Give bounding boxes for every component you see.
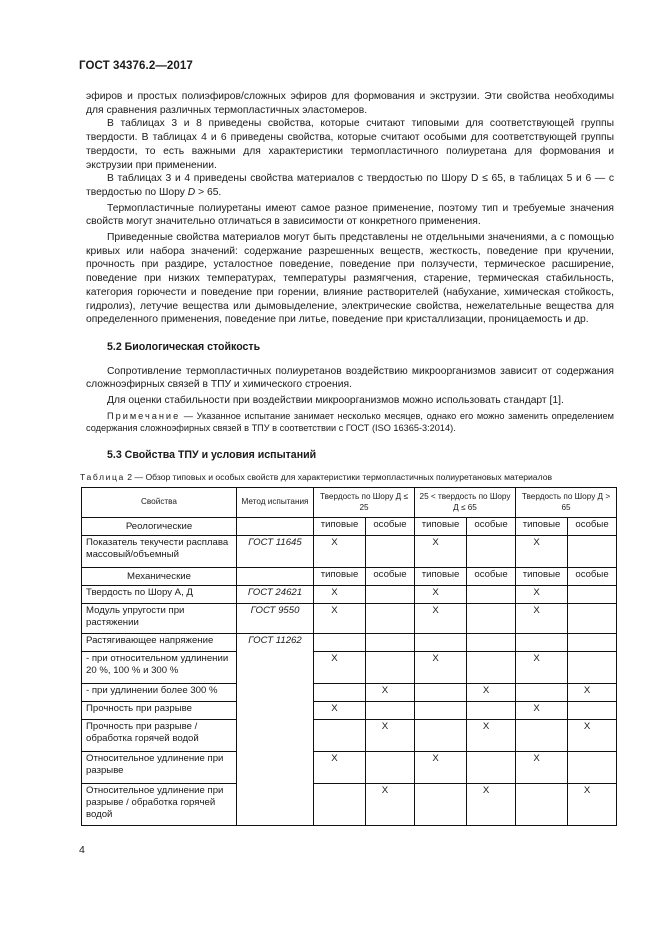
table-cell: типовые [516,568,568,586]
table-cell [516,784,568,826]
body-text [86,90,614,473]
table-cell: особые [568,518,617,536]
table-cell [568,752,617,784]
mark-cell: X [314,536,366,568]
table-cell [366,634,415,652]
table-row [82,586,617,604]
property-name: Относительное удлинение при разрыве [82,752,237,784]
group-label: Реологические [82,518,237,536]
mark-cell: X [415,604,467,634]
table-cell [366,604,415,634]
paragraph: В таблицах 3 и 4 приведены свойства материалов с твердостью по Шору D ≤ 65, в таблицах 5 и 6 — с твердостью по Шору D > 65. [86,173,614,198]
property-name: Растягивающее напряжение [82,634,237,652]
paragraph: эфиров и простых полиэфиров/сложных эфиров для формования и экструзии. Эти свойства необходимы для сравнения различных термопластичных эластомеров. [86,91,614,116]
method-cell: ГОСТ 11645 [237,536,314,568]
table-row [82,720,617,752]
table-cell [568,634,617,652]
header-cell: Твердость по Шору Д ≤ 25 [314,488,415,518]
table-row [82,634,617,652]
table-cell [366,536,415,568]
table-row [82,784,617,826]
mark-cell: X [516,604,568,634]
method-cell: ГОСТ 11262 [237,634,314,826]
mark-cell: X [366,684,415,702]
paragraph: Термопластичные полиуретаны имеют самое разное применение, поэтому тип и требуемые значения свойств могут значительно отличаться в зависимости от конкретного применения. [86,202,614,228]
table-cell [314,684,366,702]
table-cell [516,720,568,752]
table-row [82,604,617,634]
table-cell: типовые [415,568,467,586]
mark-cell: X [516,752,568,784]
note: Примечание — Указанное испытание занимает несколько месяцев, однако его можно заменить определением содержания сложноэфирных связей в ТПУ в соответствии с ГОСТ (ISO 16365-3:2014). [86,410,614,434]
table-cell: особые [467,518,516,536]
table-cell [467,586,516,604]
table-cell: особые [568,568,617,586]
property-name: - при относительном удлинении 20 %, 100 % и 300 % [82,652,237,684]
mark-cell: X [314,702,366,720]
document-header: ГОСТ 34376.2—2017 [79,60,193,72]
mark-cell: X [366,784,415,826]
table-cell [467,652,516,684]
paragraph: В таблицах 3 и 8 приведены свойства, которые считают типовыми для соответствующей группы твердости. В таблицах 4 и 6 приведены свойства, которые считают особыми для соответствующей группы твердости, то есть важными для характеристики термопластичного полиуретана для формования и экструзии при применении. [86,118,614,171]
mark-cell: X [467,720,516,752]
table-cell: типовые [415,518,467,536]
table-row [82,536,617,568]
table-cell [467,702,516,720]
table-cell [568,586,617,604]
paragraph: Для оценки стабильности при воздействии микроорганизмов можно использовать стандарт [1]. [107,395,564,407]
table-cell [467,752,516,784]
property-name: Твердость по Шору А, Д [82,586,237,604]
table-cell [366,652,415,684]
properties-table [81,487,617,826]
property-name: Показатель текучести расплава массовый/объемный [82,536,237,568]
mark-cell: X [516,652,568,684]
table-row [82,752,617,784]
table-cell: особые [467,568,516,586]
table-cell [314,634,366,652]
mark-cell: X [467,684,516,702]
mark-cell: X [516,586,568,604]
mark-cell: X [415,586,467,604]
table-cell: типовые [314,518,366,536]
table-cell [366,702,415,720]
table-cell [366,586,415,604]
mark-cell: X [415,752,467,784]
table-cell [568,604,617,634]
mark-cell: X [415,652,467,684]
mark-cell: X [415,536,467,568]
mark-cell: X [366,720,415,752]
table-row [82,652,617,684]
mark-cell: X [314,604,366,634]
table-cell [568,702,617,720]
property-name: - при удлинении более 300 % [82,684,237,702]
table-cell [568,536,617,568]
table-row [82,684,617,702]
method-cell: ГОСТ 24621 [237,586,314,604]
table-cell [568,652,617,684]
note-label: Примечание [107,410,181,421]
table-row [82,702,617,720]
header-cell: Свойства [82,488,237,518]
mark-cell: X [314,752,366,784]
table-cell [237,518,314,536]
table-cell: типовые [314,568,366,586]
table-cell: особые [366,518,415,536]
header-cell: Твердость по Шору Д > 65 [516,488,617,518]
table-cell [314,784,366,826]
page-number: 4 [79,844,85,856]
table-cell [415,684,467,702]
table-cell [516,634,568,652]
mark-cell: X [568,784,617,826]
section-heading: 5.3 Свойства ТПУ и условия испытаний [107,448,317,461]
paragraph: Приведенные свойства материалов могут быть представлены не отдельными значениями, а с помощью кривых или набора значений: содержание разрешенных веществ, жесткость, поведение при кручении, прочность при раздире, усталостное поведение, поведение при ползучести, термическое расширение, поведение при низких температурах, температуры размягчения, старение, термическая стабильность, категория горючести и поведение при горении, влияние растворителей (набухание, химическая стойкость, гидролиз), летучие вещества или дымовыделение, электрические свойства, нежелательные вещества для определенного применения, поведение при литье, поведение при кристаллизации, проницаемость и др. [86,232,614,326]
table-cell [237,568,314,586]
mark-cell: X [568,720,617,752]
property-name: Относительное удлинение при разрыве / обработка горячей водой [82,784,237,826]
group-label: Механические [82,568,237,586]
mark-cell: X [314,652,366,684]
property-name: Модуль упругости при растяжении [82,604,237,634]
table-cell [467,604,516,634]
table-row [82,518,617,536]
table-cell [314,720,366,752]
mark-cell: X [467,784,516,826]
header-cell: 25 < твердость по Шору Д ≤ 65 [415,488,516,518]
mark-cell: X [516,536,568,568]
paragraph: Сопротивление термопластичных полиуретанов воздействию микроорганизмов зависит от содержания сложноэфирных связей в ТПУ и химического строения. [86,365,614,391]
table-cell [415,702,467,720]
mark-cell: X [314,586,366,604]
section-heading: 5.2 Биологическая стойкость [107,340,261,353]
table-cell: особые [366,568,415,586]
table-cell [366,752,415,784]
table-row [82,568,617,586]
table-cell [415,784,467,826]
table-cell [415,720,467,752]
table-cell [516,684,568,702]
table-cell: типовые [516,518,568,536]
table-cell [467,536,516,568]
property-name: Прочность при разрыве / обработка горячей водой [82,720,237,752]
mark-cell: X [516,702,568,720]
table-header-row [82,488,617,518]
table-caption: Таблица 2 — Обзор типовых и особых свойств для характеристики термопластичных полиуретановых материалов [80,472,553,482]
table-cell [467,634,516,652]
table-cell [415,634,467,652]
mark-cell: X [568,684,617,702]
method-cell: ГОСТ 9550 [237,604,314,634]
property-name: Прочность при разрыве [82,702,237,720]
header-cell: Метод испытания [237,488,314,518]
